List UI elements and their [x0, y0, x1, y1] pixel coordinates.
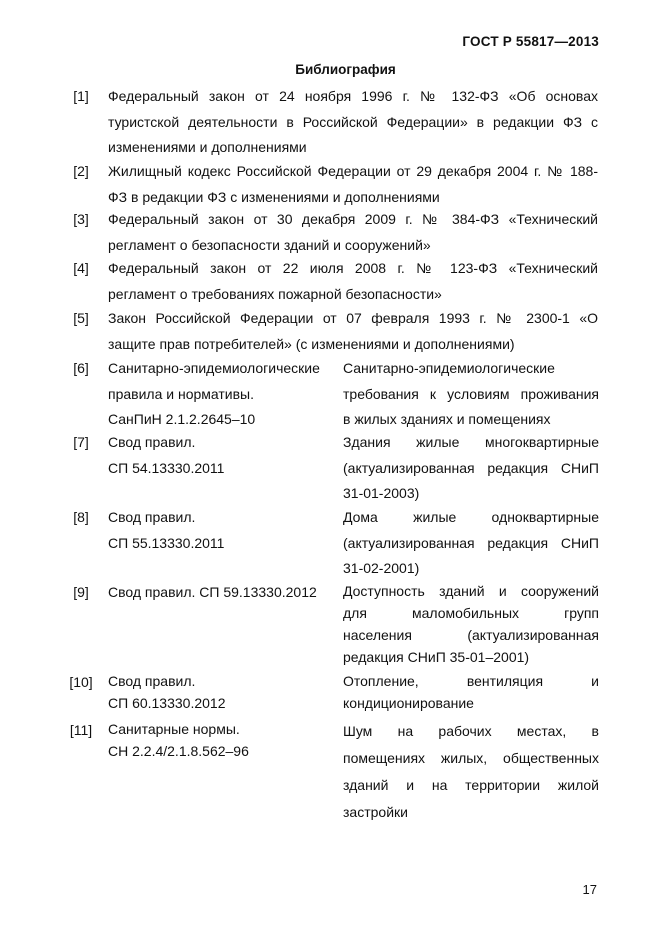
entry-line: в жилых зданиях и помещениях — [343, 411, 551, 427]
entry-line: Федеральный закон от 24 ноября 1996 г. № 132-ФЗ «Об основах — [108, 88, 598, 104]
entry-line: Санитарные нормы. — [108, 721, 240, 737]
entry-number: [11] — [69, 722, 93, 738]
standard-header: ГОСТ Р 55817—2013 — [462, 34, 599, 49]
entry-line: зданий и на территории жилой — [343, 777, 599, 793]
entry-designation — [108, 356, 336, 433]
entry-line: Санитарно-эпидемиологические — [108, 360, 320, 376]
entry-line: для маломобильных групп — [343, 605, 599, 621]
entry-number: [10] — [69, 674, 93, 690]
entry-line: населения (актуализированная — [343, 627, 599, 643]
page-number: 17 — [582, 882, 597, 897]
entry-text — [108, 207, 598, 258]
entry-number: [7] — [73, 434, 89, 450]
entry-line: Шум на рабочих местах, в — [343, 723, 599, 739]
entry-line: регламент о требованиях пожарной безопасности» — [108, 285, 442, 302]
entry-line: требования к условиям проживания — [343, 385, 599, 402]
entry-line: редакция СНиП 35-01–2001) — [343, 649, 530, 665]
entry-title — [343, 670, 599, 714]
entry-line: Свод правил. — [108, 434, 196, 450]
entry-designation — [108, 580, 336, 606]
entry-line: изменениями и дополнениями — [108, 139, 307, 155]
entry-line: (актуализированная редакция СНиП — [343, 534, 599, 551]
entry-line: защите прав потребителей» (с изменениями и дополнениями) — [108, 335, 515, 352]
entry-line: 31-01-2003) — [343, 485, 420, 501]
entry-title — [343, 430, 599, 507]
entry-line: (актуализированная редакция СНиП — [343, 459, 599, 476]
entry-line: Доступность зданий и сооружений — [343, 583, 599, 599]
entry-line: регламент о безопасности зданий и сооружений» — [108, 236, 431, 253]
entry-line: Свод правил. СП 59.13330.2012 — [108, 584, 317, 600]
entry-line: кондиционирование — [343, 695, 474, 711]
entry-designation — [108, 430, 336, 481]
entry-number: [1] — [73, 88, 89, 104]
entry-line: Свод правил. — [108, 673, 196, 689]
entry-number: [3] — [73, 211, 89, 227]
entry-line: Свод правил. — [108, 509, 196, 525]
entry-text — [108, 84, 598, 161]
entry-line: 31-02-2001) — [343, 560, 420, 576]
entry-line: СП 60.13330.2012 — [108, 695, 226, 711]
entry-title — [343, 580, 599, 668]
entry-text — [108, 306, 598, 357]
entry-designation — [108, 718, 336, 762]
entry-line: Отопление, вентиляция и — [343, 673, 599, 689]
entry-line: Закон Российской Федерации от 07 февраля 1993 г. № 2300-1 «О — [108, 310, 598, 326]
entry-line: Федеральный закон от 30 декабря 2009 г. № 384-ФЗ «Технический — [108, 211, 598, 227]
entry-line: Здания жилые многоквартирные — [343, 434, 599, 450]
entry-number: [9] — [73, 584, 89, 600]
entry-title — [343, 356, 599, 433]
entry-line: застройки — [343, 804, 408, 820]
entry-line: СП 54.13330.2011 — [108, 459, 225, 476]
entry-line: СП 55.13330.2011 — [108, 534, 225, 551]
entry-line: СН 2.2.4/2.1.8.562–96 — [108, 743, 249, 759]
entry-line: помещениях жилых, общественных — [343, 750, 599, 766]
entry-text — [108, 256, 598, 307]
entry-text — [108, 159, 598, 210]
entry-title — [343, 505, 599, 582]
entry-line: туристской деятельности в Российской Федерации» в редакции ФЗ с — [108, 113, 598, 130]
entry-line: Санитарно-эпидемиологические — [343, 360, 555, 376]
entry-line: Жилищный кодекс Российской Федерации от 29 декабря 2004 г. № 188- — [108, 163, 598, 179]
entry-title — [343, 718, 599, 826]
entry-number: [2] — [73, 163, 89, 179]
entry-line: правила и нормативы. — [108, 385, 254, 402]
entry-number: [6] — [73, 360, 89, 376]
entry-number: [5] — [73, 310, 89, 326]
entry-number: [8] — [73, 509, 89, 525]
section-title: Библиография — [295, 62, 396, 77]
entry-number: [4] — [73, 260, 89, 276]
entry-line: ФЗ в редакции ФЗ с изменениями и дополнениями — [108, 188, 440, 205]
entry-line: Дома жилые одноквартирные — [343, 509, 599, 525]
entry-designation — [108, 505, 336, 556]
entry-line: Федеральный закон от 22 июля 2008 г. № 123-ФЗ «Технический — [108, 260, 598, 276]
entry-line: СанПиН 2.1.2.2645–10 — [108, 411, 256, 427]
entry-designation — [108, 670, 336, 714]
